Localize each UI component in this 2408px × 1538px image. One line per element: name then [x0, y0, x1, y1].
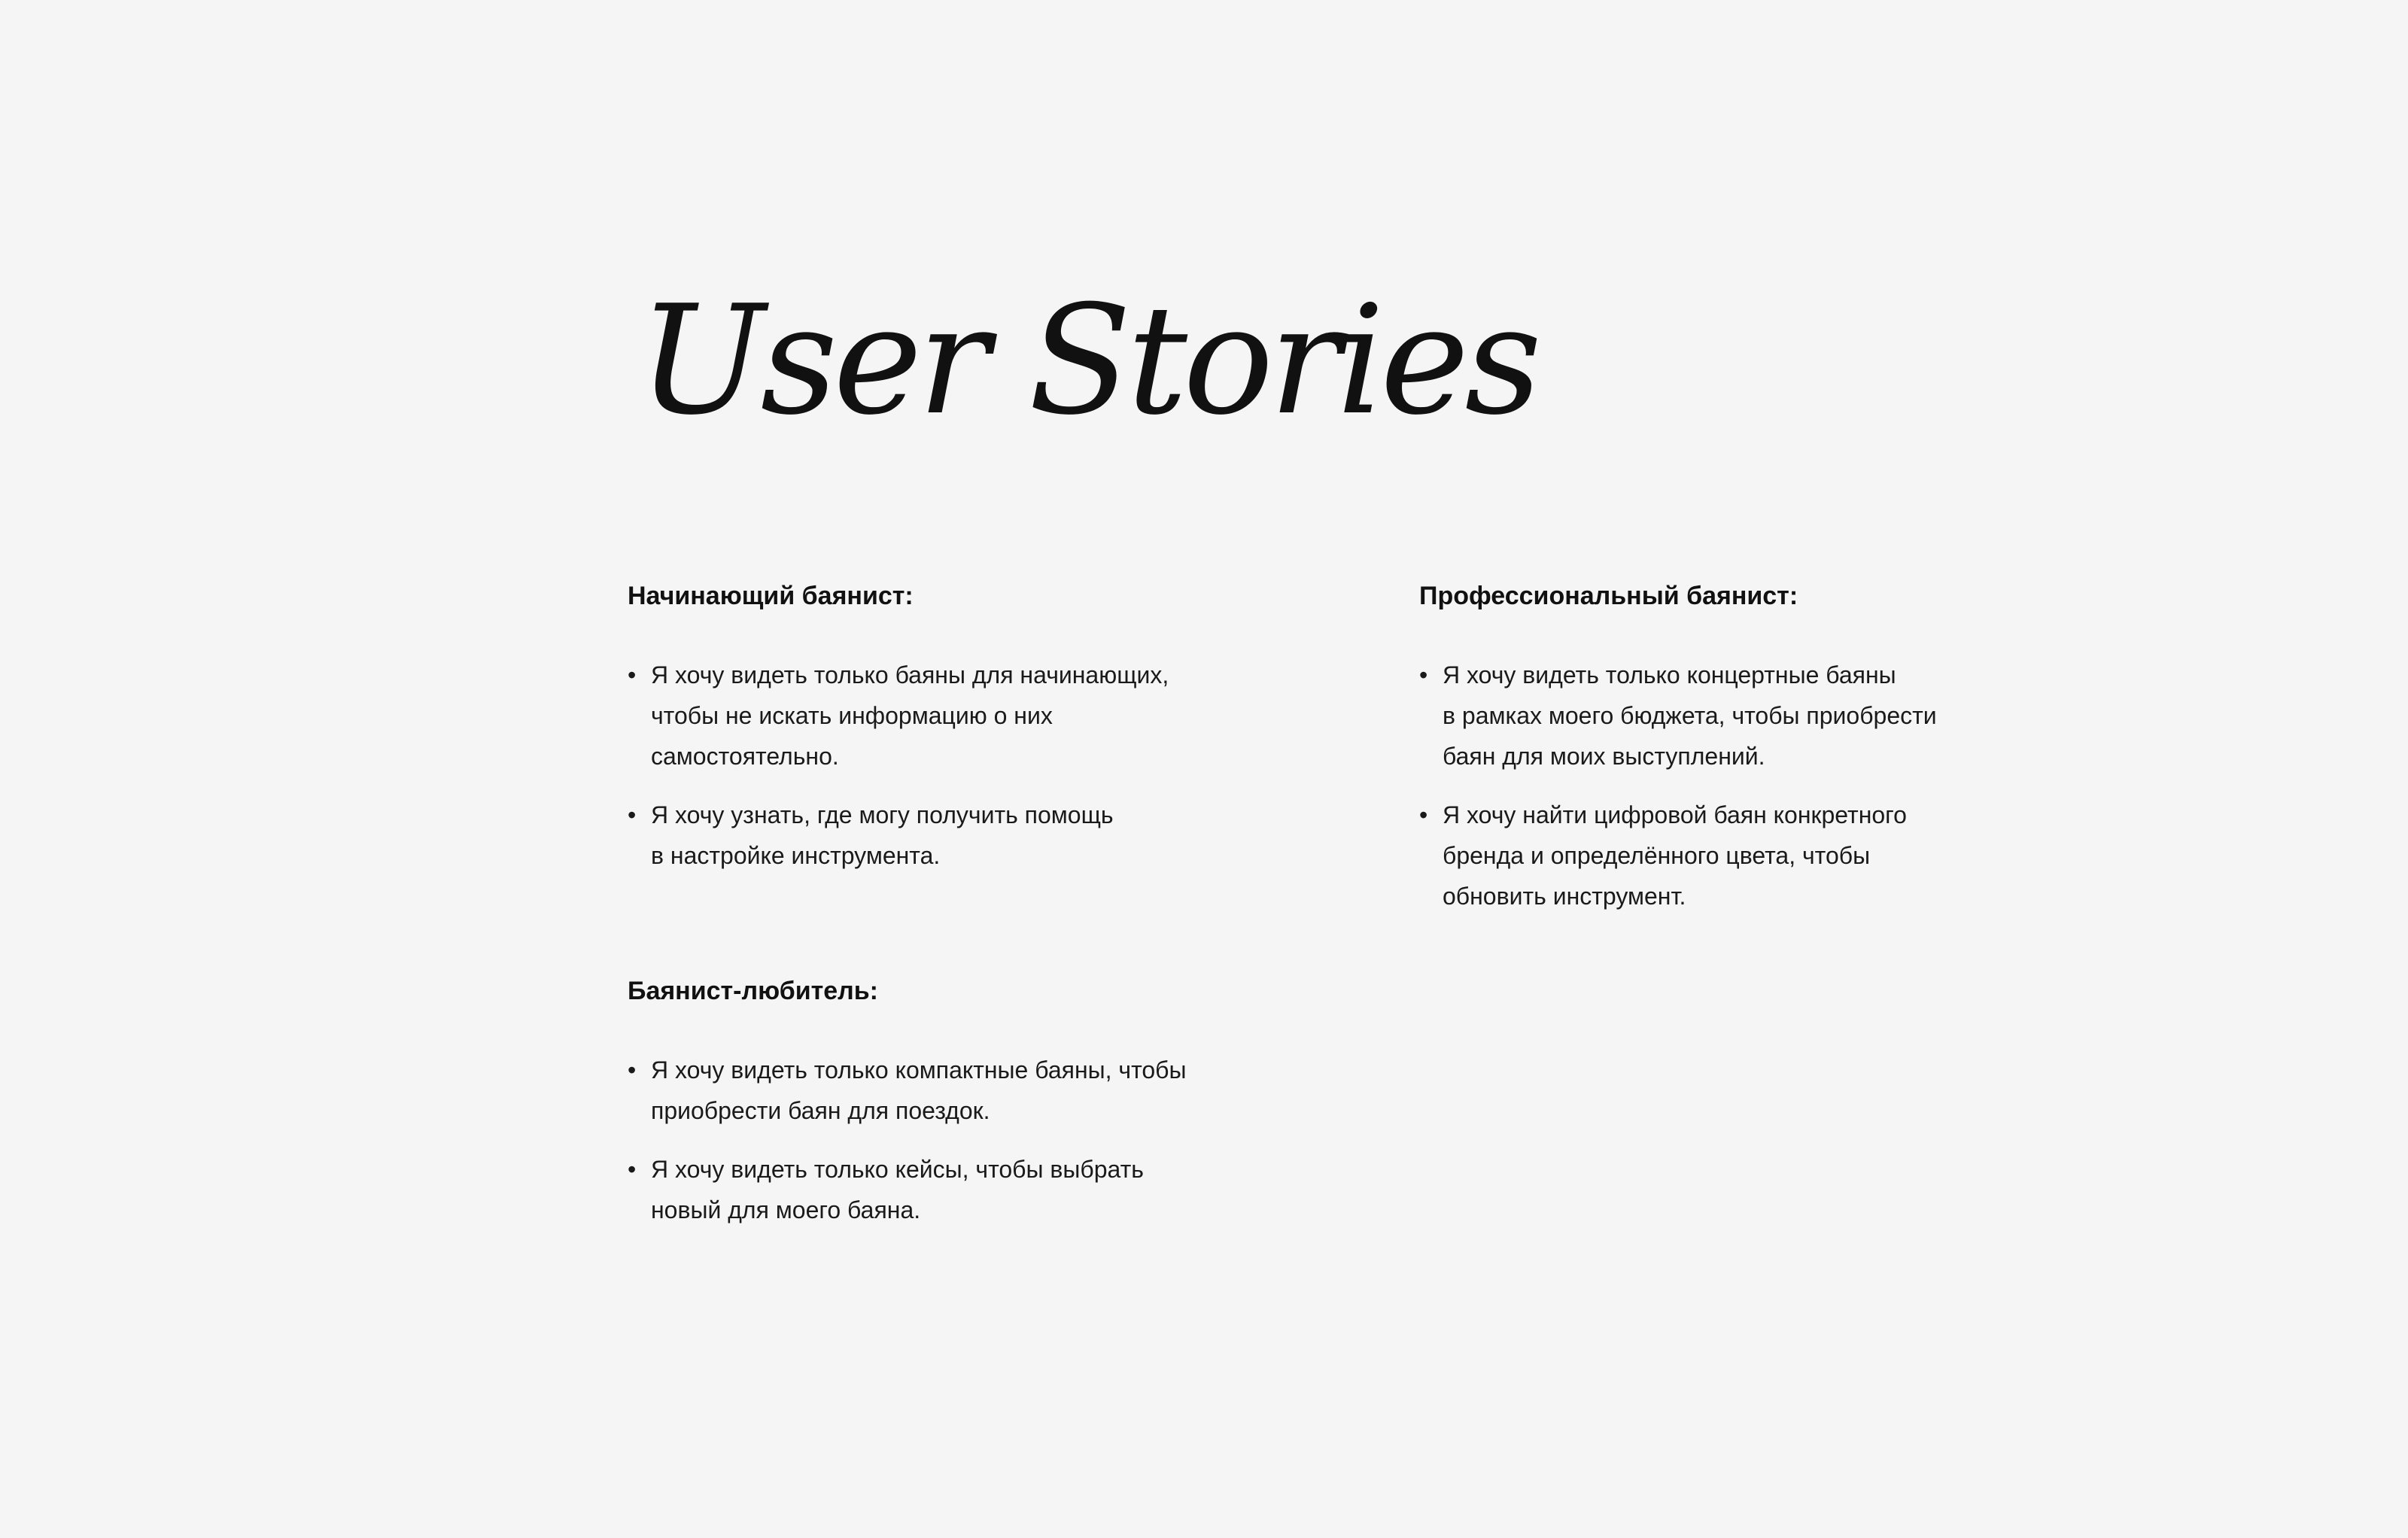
story-line: Я хочу найти цифровой баян конкретного — [1443, 801, 1907, 828]
bullet-icon: • — [628, 661, 637, 688]
story-item — [628, 655, 1365, 777]
story-line: приобрести баян для поездок. — [651, 1097, 990, 1124]
story-item — [1419, 655, 2157, 777]
story-list — [1419, 655, 2157, 916]
story-item — [628, 1149, 1365, 1230]
story-line: Я хочу видеть только баяны для начинающих, — [651, 661, 1169, 688]
story-line: новый для моего баяна. — [651, 1196, 921, 1223]
story-group-professional — [1419, 579, 2157, 935]
story-list — [628, 655, 1365, 876]
group-title: Начинающий баянист: — [628, 582, 914, 610]
story-line: бренда и определённого цвета, чтобы — [1443, 842, 1871, 869]
story-line: Я хочу видеть только кейсы, чтобы выбрать — [651, 1156, 1144, 1183]
story-line: чтобы не искать информацию о них — [651, 702, 1053, 729]
story-group-amateur — [628, 974, 1365, 1248]
story-item — [628, 1050, 1365, 1131]
story-line: баян для моих выступлений. — [1443, 743, 1765, 770]
bullet-icon: • — [628, 1056, 637, 1084]
page-title: User Stories — [638, 273, 1538, 448]
group-title: Баянист-любитель: — [628, 977, 878, 1005]
bullet-icon: • — [1419, 661, 1428, 688]
bullet-icon: • — [628, 801, 637, 828]
story-line: обновить инструмент. — [1443, 883, 1686, 910]
story-line: самостоятельно. — [651, 743, 839, 770]
story-line: в рамках моего бюджета, чтобы приобрести — [1443, 702, 1937, 729]
bullet-icon: • — [628, 1156, 637, 1183]
bullet-icon: • — [1419, 801, 1428, 828]
story-item — [628, 795, 1365, 876]
story-item — [1419, 795, 2157, 916]
story-line: Я хочу видеть только компактные баяны, чтобы — [651, 1056, 1187, 1084]
story-line: Я хочу узнать, где могу получить помощь — [651, 801, 1114, 828]
story-list — [628, 1050, 1365, 1230]
story-line: Я хочу видеть только концертные баяны — [1443, 661, 1896, 688]
group-title: Профессиональный баянист: — [1419, 582, 1798, 610]
story-line: в настройке инструмента. — [651, 842, 941, 869]
story-group-beginner — [628, 579, 1365, 894]
